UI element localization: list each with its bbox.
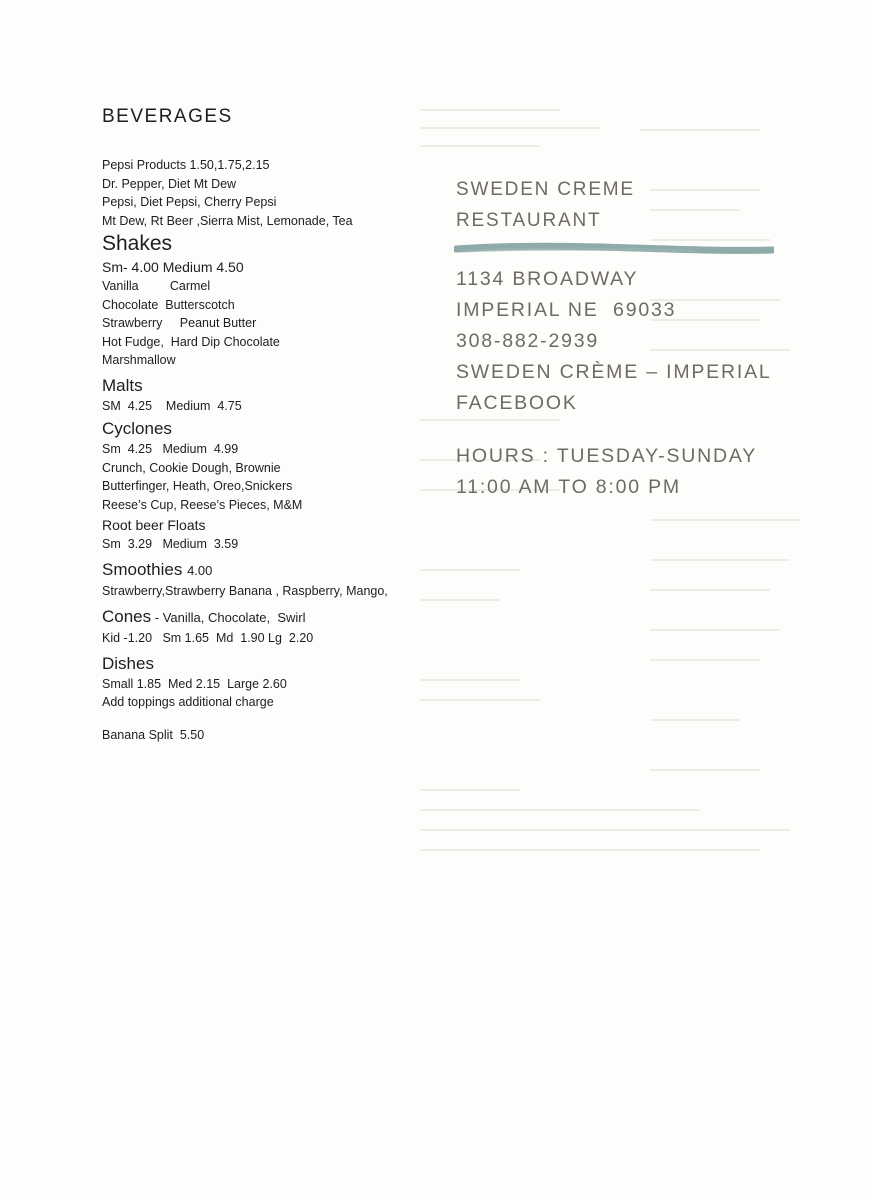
shakes-line-3: Strawberry Peanut Butter <box>102 316 257 330</box>
hours-line2: 11:00 AM TO 8:00 PM <box>456 476 681 498</box>
shakes-price: Sm- 4.00 Medium 4.50 <box>102 259 244 275</box>
restaurant-info <box>456 174 856 503</box>
cones-flavors: - Vanilla, Chocolate, Swirl <box>151 610 306 625</box>
cyclones-line-2: Butterfinger, Heath, Oreo,Snickers <box>102 479 293 493</box>
shakes-line-5: Marshmallow <box>102 353 176 367</box>
dishes-price: Small 1.85 Med 2.15 Large 2.60 <box>102 676 287 691</box>
smoothies-line-1: Strawberry,Strawberry Banana , Raspberry, Mango, <box>102 583 388 598</box>
cones-heading-row <box>102 605 442 629</box>
shakes-heading: Shakes <box>102 232 173 255</box>
restaurant-facebook-line2: FACEBOOK <box>456 392 578 414</box>
beverages-column <box>102 104 442 744</box>
beverage-line-3: Pepsi, Diet Pepsi, Cherry Pepsi <box>102 195 277 209</box>
banana-split: Banana Split 5.50 <box>102 727 205 742</box>
beverage-line-4: Mt Dew, Rt Beer ,Sierra Mist, Lemonade, Tea <box>102 213 353 228</box>
cones-price: Kid -1.20 Sm 1.65 Md 1.90 Lg 2.20 <box>102 631 314 645</box>
beverage-line-1: Pepsi Products 1.50,1.75,2.15 <box>102 158 270 172</box>
cyclones-line-3: Reese’s Cup, Reese’s Pieces, M&M <box>102 497 303 512</box>
smoothies-heading-row <box>102 558 442 582</box>
shakes-line-1: Vanilla Carmel <box>102 279 211 293</box>
restaurant-facebook-line1: SWEDEN CRÈME – IMPERIAL <box>456 361 772 383</box>
restaurant-address: 1134 BROADWAY <box>456 268 639 290</box>
brush-stroke-divider <box>454 242 774 256</box>
shakes-line-2: Chocolate Butterscotch <box>102 297 235 312</box>
restaurant-name-line2: RESTAURANT <box>456 210 602 231</box>
cyclones-line-1: Crunch, Cookie Dough, Brownie <box>102 460 281 475</box>
spacer <box>102 712 442 726</box>
cyclones-price: Sm 4.25 Medium 4.99 <box>102 442 239 456</box>
cyclones-heading: Cyclones <box>102 419 172 438</box>
shakes-line-4: Hot Fudge, Hard Dip Chocolate <box>102 334 280 349</box>
floats-price: Sm 3.29 Medium 3.59 <box>102 537 239 551</box>
malts-price: SM 4.25 Medium 4.75 <box>102 398 242 413</box>
smoothies-heading: Smoothies <box>102 559 183 579</box>
restaurant-name-line1: SWEDEN CREME <box>456 179 635 200</box>
smoothies-price: 4.00 <box>187 562 213 578</box>
dishes-heading: Dishes <box>102 653 154 673</box>
cones-heading: Cones <box>102 607 152 626</box>
beverages-title: BEVERAGES <box>102 106 233 127</box>
restaurant-city: IMPERIAL NE 69033 <box>456 299 677 321</box>
beverage-line-2: Dr. Pepper, Diet Mt Dew <box>102 176 237 191</box>
malts-heading: Malts <box>102 375 143 395</box>
dishes-note: Add toppings additional charge <box>102 695 274 709</box>
restaurant-phone: 308-882-2939 <box>456 330 600 352</box>
floats-heading: Root beer Floats <box>102 517 206 533</box>
hours-line1: HOURS : TUESDAY-SUNDAY <box>456 445 758 467</box>
